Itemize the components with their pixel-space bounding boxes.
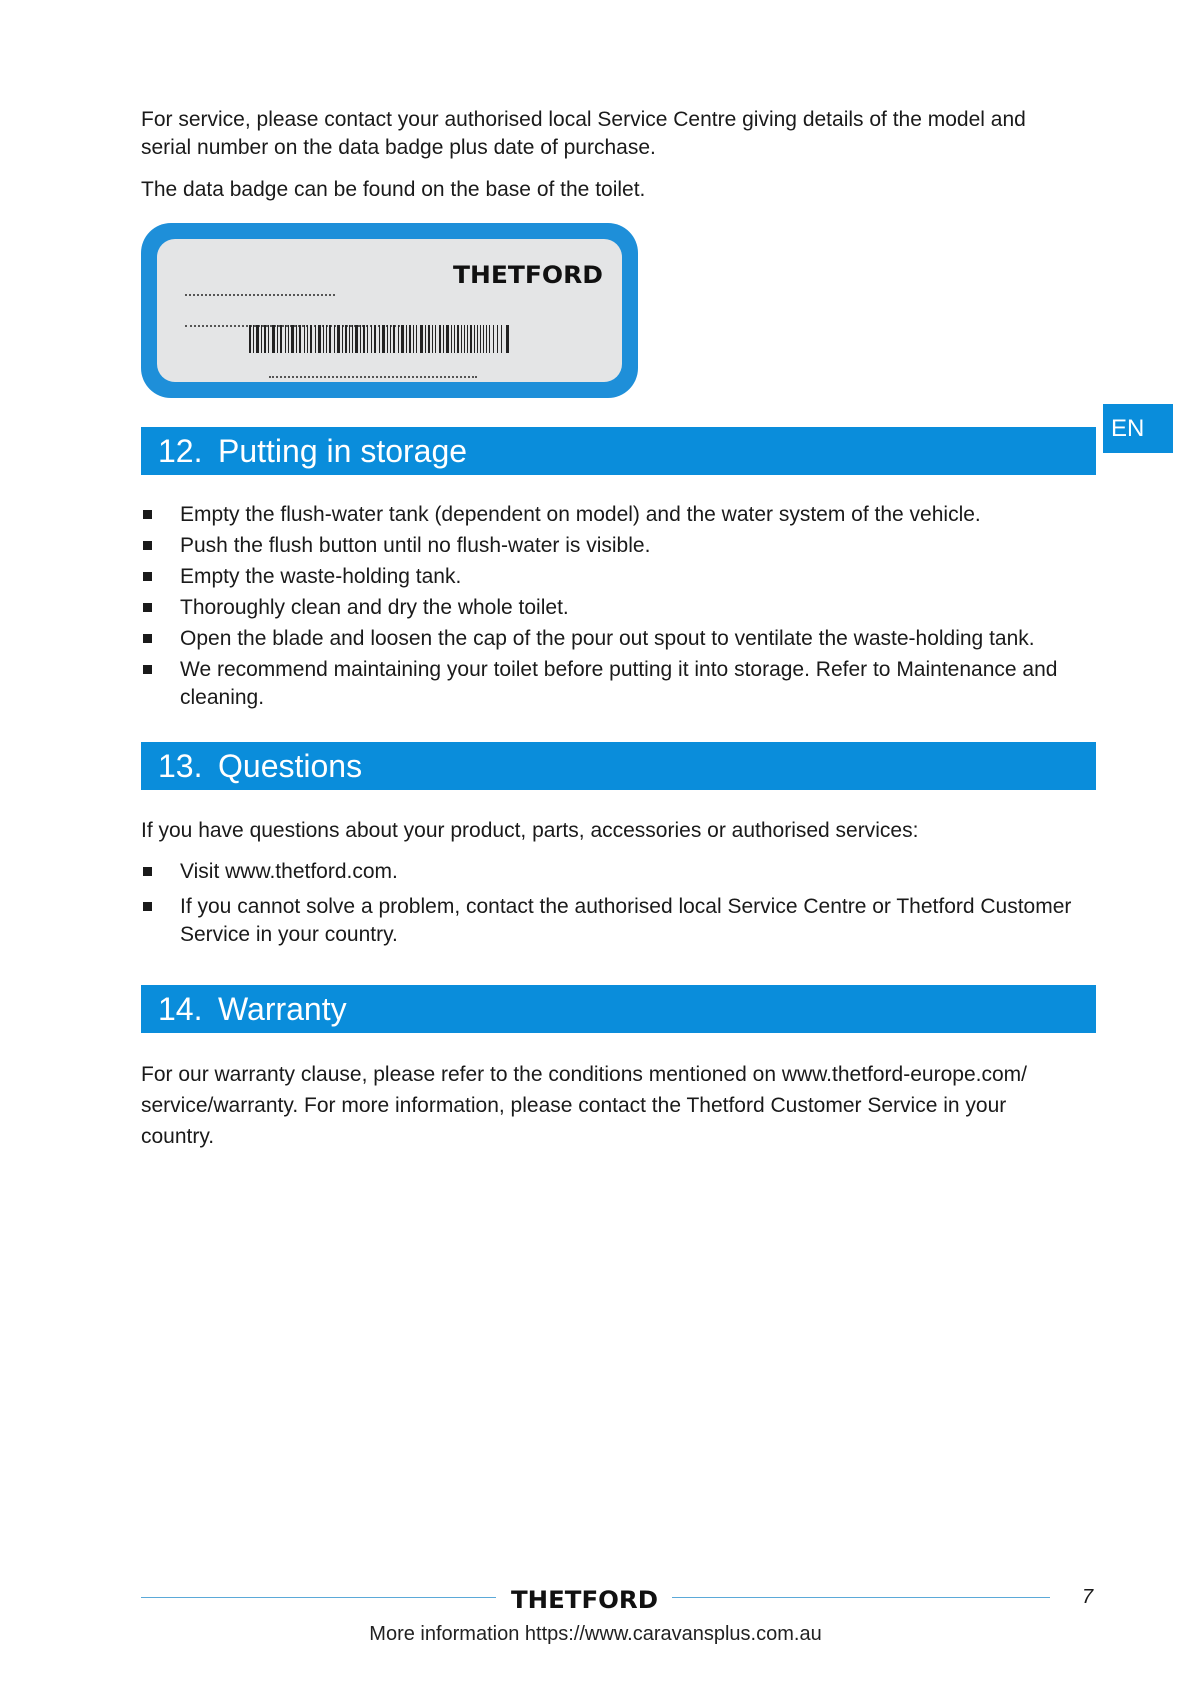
bullet-square-icon <box>143 665 152 674</box>
list-item: Thoroughly clean and dry the whole toilet. <box>141 594 1091 622</box>
section-number: 14. <box>158 991 203 1027</box>
data-badge-illustration <box>141 223 638 398</box>
footer-divider-right <box>672 1597 1050 1598</box>
footer-divider-left <box>141 1597 496 1598</box>
section-title <box>158 991 347 1027</box>
service-paragraph: For service, please contact your authorised local Service Centre giving details of the model and serial number on the data badge plus date of purchase. <box>141 108 1026 159</box>
badge-location-paragraph: The data badge can be found on the base of the toilet. <box>141 178 646 201</box>
section-title <box>158 748 362 784</box>
footer-info-link[interactable]: More information https://www.caravansplus.com.au <box>369 1623 822 1645</box>
footer-logo-text: THETFORD <box>511 1586 658 1612</box>
badge-logo-text: THETFORD <box>453 261 603 287</box>
thetford-logo <box>453 261 603 287</box>
bullet-square-icon <box>143 867 152 876</box>
bullet-square-icon <box>143 572 152 581</box>
thetford-logo <box>511 1586 658 1612</box>
section-13-header <box>141 742 1096 790</box>
bullet-square-icon <box>143 603 152 612</box>
section-12-header <box>141 427 1096 475</box>
bullet-square-icon <box>143 541 152 550</box>
page-number: 7 <box>1082 1586 1094 1608</box>
badge-dotted-line <box>269 376 477 378</box>
section-title-text: Putting in storage <box>218 433 468 469</box>
bullet-square-icon <box>143 510 152 519</box>
storage-steps-list <box>141 501 1091 712</box>
list-item: Visit www.thetford.com. <box>141 858 1091 886</box>
questions-intro: If you have questions about your product, parts, accessories or authorised services: <box>141 819 919 842</box>
list-item: We recommend maintaining your toilet before putting it into storage. Refer to Maintenance and cleaning. <box>141 656 1091 712</box>
list-item: Empty the flush-water tank (dependent on model) and the water system of the vehicle. <box>141 501 1091 529</box>
section-number: 12. <box>158 433 203 469</box>
section-14-header <box>141 985 1096 1033</box>
section-title-text: Warranty <box>218 991 347 1027</box>
barcode-icon <box>249 325 509 353</box>
warranty-paragraph: For our warranty clause, please refer to the conditions mentioned on www.thetford-europe.com/ service/warranty. For more information, please contact the Thetford Customer Service in your country. <box>141 1063 1027 1148</box>
data-badge-plate <box>157 239 622 382</box>
questions-list <box>141 858 1091 949</box>
bullet-square-icon <box>143 634 152 643</box>
section-title <box>158 433 467 469</box>
language-tab: EN <box>1103 404 1173 453</box>
badge-dotted-line <box>185 294 335 296</box>
section-number: 13. <box>158 748 203 784</box>
section-title-text: Questions <box>218 748 363 784</box>
list-item: Empty the waste-holding tank. <box>141 563 1091 591</box>
list-item: Push the flush button until no flush-water is visible. <box>141 532 1091 560</box>
bullet-square-icon <box>143 902 152 911</box>
list-item: If you cannot solve a problem, contact the authorised local Service Centre or Thetford Customer Service in your country. <box>141 893 1091 949</box>
list-item: Open the blade and loosen the cap of the pour out spout to ventilate the waste-holding tank. <box>141 625 1091 653</box>
